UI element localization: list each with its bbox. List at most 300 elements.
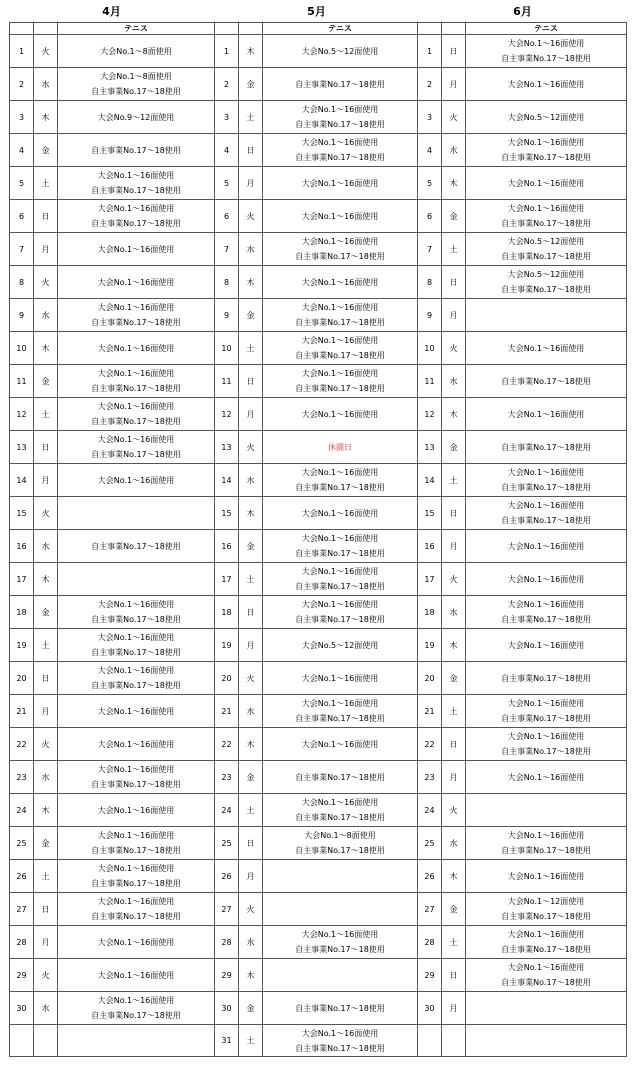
- event-line: 自主事業No.17～18使用: [91, 1011, 181, 1020]
- weekday-cell: 土: [34, 629, 58, 662]
- event-cell: [263, 794, 418, 827]
- event-line: 自主事業No.17～18使用: [91, 219, 181, 228]
- event-cell: [58, 563, 215, 596]
- weekday-cell: 木: [239, 497, 263, 530]
- day-number-cell: 16: [10, 530, 34, 563]
- event-cell: [466, 728, 627, 761]
- event-cell: [58, 299, 215, 332]
- month-titles: [0, 0, 633, 22]
- event-cell: [466, 926, 627, 959]
- event-line: 大会No.1～16面使用: [507, 930, 585, 939]
- event-line: 大会No.1～16面使用: [97, 937, 175, 947]
- event-line: 自主事業No.17～18使用: [91, 417, 181, 426]
- day-number-cell: 29: [418, 959, 442, 992]
- event-cell: [58, 167, 215, 200]
- weekday-cell: 日: [239, 365, 263, 398]
- day-number-cell: 4: [10, 134, 34, 167]
- table-row: [10, 992, 627, 1025]
- weekday-cell: 金: [34, 134, 58, 167]
- event-line: 自主事業No.17～18使用: [501, 615, 591, 624]
- weekday-cell: 金: [239, 299, 263, 332]
- weekday-cell: 日: [34, 200, 58, 233]
- event-line: 大会No.1～16面使用: [507, 204, 585, 213]
- event-cell: [58, 959, 215, 992]
- event-line: 自主事業No.17～18使用: [501, 516, 591, 525]
- weekday-cell: 木: [239, 959, 263, 992]
- event-cell: [58, 596, 215, 629]
- event-cell: [263, 68, 418, 101]
- weekday-cell: 土: [442, 233, 466, 266]
- event-line: 自主事業No.17～18使用: [91, 145, 181, 155]
- table-row: [10, 596, 627, 629]
- weekday-cell: 月: [442, 992, 466, 1025]
- weekday-cell: 木: [239, 728, 263, 761]
- event-line: 大会No.1～16面使用: [97, 343, 175, 353]
- weekday-cell: 金: [442, 662, 466, 695]
- day-number-cell: 14: [10, 464, 34, 497]
- event-cell: [263, 530, 418, 563]
- event-cell: [466, 827, 627, 860]
- day-number-cell: 24: [418, 794, 442, 827]
- weekday-cell: 火: [442, 101, 466, 134]
- event-cell: [58, 992, 215, 1025]
- event-cell: [466, 794, 627, 827]
- table-row: [10, 629, 627, 662]
- day-number-cell: 19: [418, 629, 442, 662]
- event-cell: [263, 365, 418, 398]
- table-row: [10, 695, 627, 728]
- event-cell: [58, 728, 215, 761]
- event-line: 大会No.1～16面使用: [97, 633, 175, 642]
- event-line: 自主事業No.17～18使用: [501, 978, 591, 987]
- weekday-cell: 日: [239, 134, 263, 167]
- day-number-cell: 8: [215, 266, 239, 299]
- event-line: 大会No.1～16面使用: [301, 211, 379, 221]
- event-line: 自主事業No.17～18使用: [295, 772, 385, 782]
- event-cell: [58, 68, 215, 101]
- event-line: 大会No.1～16面使用: [507, 39, 585, 48]
- event-line: 大会No.1～16面使用: [301, 277, 379, 287]
- event-line: 自主事業No.17～18使用: [91, 648, 181, 657]
- event-cell: [466, 992, 627, 1025]
- day-number-cell: 26: [215, 860, 239, 893]
- event-line: 大会No.1～16面使用: [507, 138, 585, 147]
- day-number-cell: 7: [418, 233, 442, 266]
- event-cell: [58, 35, 215, 68]
- weekday-cell: 木: [442, 398, 466, 431]
- table-row: [10, 497, 627, 530]
- day-number-cell: 21: [10, 695, 34, 728]
- event-line: 大会No.1～16面使用: [507, 732, 585, 741]
- weekday-cell: 火: [34, 266, 58, 299]
- day-number-cell: 8: [10, 266, 34, 299]
- weekday-cell: 金: [239, 761, 263, 794]
- event-cell: [466, 695, 627, 728]
- event-line: 大会No.1～16面使用: [507, 772, 585, 782]
- table-row: [10, 299, 627, 332]
- weekday-cell: 月: [239, 167, 263, 200]
- event-cell: [58, 398, 215, 431]
- event-line: 大会No.1～16面使用: [507, 600, 585, 609]
- event-cell: [58, 233, 215, 266]
- event-cell: [466, 596, 627, 629]
- day-number-cell: 25: [418, 827, 442, 860]
- day-number-cell: 5: [10, 167, 34, 200]
- day-number-cell: 5: [418, 167, 442, 200]
- day-number-cell: 24: [10, 794, 34, 827]
- weekday-cell: 火: [239, 431, 263, 464]
- event-line: 大会No.1～16面使用: [97, 739, 175, 749]
- event-line: 大会No.1～16面使用: [301, 739, 379, 749]
- weekday-cell: 水: [442, 134, 466, 167]
- event-line: 大会No.1～16面使用: [97, 435, 175, 444]
- event-line: 大会No.1～16面使用: [301, 409, 379, 419]
- weekday-cell: 土: [239, 332, 263, 365]
- event-line: 大会No.1～16面使用: [301, 930, 379, 939]
- day-number-cell: 2: [10, 68, 34, 101]
- event-line: 自主事業No.17～18使用: [295, 384, 385, 393]
- weekday-cell: 水: [442, 596, 466, 629]
- event-cell: [58, 629, 215, 662]
- event-line: 自主事業No.17～18使用: [501, 483, 591, 492]
- header-weekday-cell: [442, 23, 466, 35]
- weekday-cell: 水: [34, 761, 58, 794]
- event-line: 大会No.1～16面使用: [97, 897, 175, 906]
- day-number-cell: 8: [418, 266, 442, 299]
- event-cell: [58, 266, 215, 299]
- weekday-cell: 水: [239, 464, 263, 497]
- weekday-cell: 金: [239, 992, 263, 1025]
- day-number-cell: 30: [215, 992, 239, 1025]
- weekday-cell: 月: [442, 299, 466, 332]
- event-cell: [58, 365, 215, 398]
- day-number-cell: 22: [215, 728, 239, 761]
- weekday-cell: 日: [442, 35, 466, 68]
- event-line: 自主事業No.17～18使用: [501, 747, 591, 756]
- table-row: [10, 233, 627, 266]
- event-cell: [466, 530, 627, 563]
- event-cell: [466, 860, 627, 893]
- day-number-cell: 23: [10, 761, 34, 794]
- event-line: 自主事業No.17～18使用: [501, 285, 591, 294]
- table-row: [10, 332, 627, 365]
- event-line: 大会No.1～16面使用: [507, 79, 585, 89]
- day-number-cell: 4: [215, 134, 239, 167]
- weekday-cell: 木: [34, 563, 58, 596]
- event-line: 大会No.1～8面使用: [304, 831, 376, 840]
- event-line: 自主事業No.17～18使用: [295, 120, 385, 129]
- weekday-cell: 土: [34, 860, 58, 893]
- weekday-cell: 月: [442, 530, 466, 563]
- weekday-cell: [34, 1025, 58, 1057]
- day-number-cell: 28: [215, 926, 239, 959]
- event-line: 自主事業No.17～18使用: [295, 351, 385, 360]
- table-row: [10, 101, 627, 134]
- day-number-cell: 15: [215, 497, 239, 530]
- table-row: [10, 728, 627, 761]
- event-line: 大会No.1～16面使用: [97, 864, 175, 873]
- day-number-cell: 7: [10, 233, 34, 266]
- event-line: 自主事業No.17～18使用: [91, 615, 181, 624]
- weekday-cell: 日: [34, 662, 58, 695]
- event-line: 自主事業No.17～18使用: [295, 1003, 385, 1013]
- weekday-cell: 月: [239, 860, 263, 893]
- event-cell: [263, 893, 418, 926]
- table-row: [10, 35, 627, 68]
- weekday-cell: 月: [239, 629, 263, 662]
- weekday-cell: 土: [442, 926, 466, 959]
- header-activity-june: テニス: [466, 23, 627, 35]
- event-line: 大会No.1～16面使用: [97, 303, 175, 312]
- event-line: 自主事業No.17～18使用: [91, 87, 181, 96]
- event-line: 自主事業No.17～18使用: [295, 549, 385, 558]
- event-line: 大会No.1～16面使用: [507, 178, 585, 188]
- event-cell: [466, 167, 627, 200]
- event-cell: [263, 629, 418, 662]
- table-row: [10, 365, 627, 398]
- event-line: 大会No.1～16面使用: [97, 706, 175, 716]
- table-row: [10, 959, 627, 992]
- weekday-cell: 金: [34, 365, 58, 398]
- event-line: 自主事業No.17～18使用: [91, 186, 181, 195]
- event-line: 大会No.1～16面使用: [301, 699, 379, 708]
- weekday-cell: 月: [442, 68, 466, 101]
- event-cell: [466, 233, 627, 266]
- day-number-cell: 26: [10, 860, 34, 893]
- event-cell: [263, 761, 418, 794]
- weekday-cell: [442, 1025, 466, 1057]
- weekday-cell: 木: [239, 266, 263, 299]
- event-line: 自主事業No.17～18使用: [295, 615, 385, 624]
- event-cell: [263, 200, 418, 233]
- event-line: 大会No.1～16面使用: [507, 501, 585, 510]
- event-line: 大会No.5～12面使用: [507, 270, 585, 279]
- weekday-cell: 日: [442, 497, 466, 530]
- day-number-cell: 12: [418, 398, 442, 431]
- weekday-cell: 火: [239, 662, 263, 695]
- event-cell: [466, 332, 627, 365]
- weekday-cell: 土: [239, 101, 263, 134]
- day-number-cell: 27: [10, 893, 34, 926]
- day-number-cell: 10: [418, 332, 442, 365]
- event-line: 自主事業No.17～18使用: [501, 219, 591, 228]
- event-line: 自主事業No.17～18使用: [501, 153, 591, 162]
- day-number-cell: 14: [418, 464, 442, 497]
- event-cell: [466, 200, 627, 233]
- event-line: 自主事業No.17～18使用: [501, 945, 591, 954]
- weekday-cell: 木: [442, 167, 466, 200]
- day-number-cell: 21: [215, 695, 239, 728]
- event-cell: [466, 464, 627, 497]
- header-day-cell: [418, 23, 442, 35]
- event-line: 大会No.1～16面使用: [301, 798, 379, 807]
- table-row: [10, 794, 627, 827]
- event-line: 自主事業No.17～18使用: [295, 1043, 385, 1053]
- event-line: 大会No.1～16面使用: [97, 996, 175, 1005]
- table-row: [10, 431, 627, 464]
- weekday-cell: 木: [442, 629, 466, 662]
- event-cell: [58, 464, 215, 497]
- event-cell: [263, 35, 418, 68]
- event-cell: [466, 497, 627, 530]
- table-row: [10, 167, 627, 200]
- event-line: 大会No.1～16面使用: [507, 541, 585, 551]
- event-cell: [263, 167, 418, 200]
- event-cell: [263, 926, 418, 959]
- weekday-cell: 日: [34, 893, 58, 926]
- day-number-cell: 28: [10, 926, 34, 959]
- table-row: [10, 1025, 627, 1057]
- day-number-cell: 4: [418, 134, 442, 167]
- event-cell: [263, 101, 418, 134]
- day-number-cell: 15: [10, 497, 34, 530]
- day-number-cell: 13: [10, 431, 34, 464]
- day-number-cell: 28: [418, 926, 442, 959]
- table-row: [10, 464, 627, 497]
- event-line: 大会No.1～16面使用: [507, 640, 585, 650]
- weekday-cell: 土: [239, 794, 263, 827]
- event-line: 大会No.1～16面使用: [507, 871, 585, 881]
- event-line: 大会No.5～12面使用: [507, 112, 585, 122]
- day-number-cell: 11: [10, 365, 34, 398]
- header-day-cell: [215, 23, 239, 35]
- weekday-cell: 火: [442, 563, 466, 596]
- day-number-cell: 14: [215, 464, 239, 497]
- event-cell: [58, 431, 215, 464]
- event-cell: [58, 926, 215, 959]
- event-line: 大会No.1～16面使用: [507, 831, 585, 840]
- event-cell: [263, 959, 418, 992]
- weekday-cell: 火: [34, 728, 58, 761]
- weekday-cell: 水: [34, 530, 58, 563]
- day-number-cell: 1: [10, 35, 34, 68]
- event-line: 大会No.1～16面使用: [97, 244, 175, 254]
- event-line: 自主事業No.17～18使用: [91, 846, 181, 855]
- day-number-cell: 12: [215, 398, 239, 431]
- event-line: 大会No.1～16面使用: [301, 534, 379, 543]
- day-number-cell: 9: [418, 299, 442, 332]
- event-line: 大会No.1～16面使用: [97, 805, 175, 815]
- event-line: 自主事業No.17～18使用: [91, 879, 181, 888]
- day-number-cell: 17: [10, 563, 34, 596]
- event-cell: [263, 827, 418, 860]
- table-row: [10, 893, 627, 926]
- weekday-cell: 日: [442, 728, 466, 761]
- day-number-cell: 3: [10, 101, 34, 134]
- day-number-cell: 9: [215, 299, 239, 332]
- event-line: 大会No.1～16面使用: [301, 178, 379, 188]
- day-number-cell: 3: [418, 101, 442, 134]
- weekday-cell: 土: [442, 695, 466, 728]
- event-cell: [263, 497, 418, 530]
- event-cell: [466, 662, 627, 695]
- weekday-cell: 水: [442, 365, 466, 398]
- event-line: 大会No.1～16面使用: [301, 1028, 379, 1038]
- weekday-cell: 水: [442, 827, 466, 860]
- event-line: 自主事業No.17～18使用: [91, 681, 181, 690]
- day-number-cell: 17: [418, 563, 442, 596]
- event-line: 大会No.9～12面使用: [97, 112, 175, 122]
- event-line: 自主事業No.17～18使用: [295, 79, 385, 89]
- event-line: 自主事業No.17～18使用: [295, 813, 385, 822]
- event-line: 自主事業No.17～18使用: [295, 153, 385, 162]
- event-line: 大会No.1～16面使用: [301, 237, 379, 246]
- event-line: 大会No.5～12面使用: [507, 237, 585, 246]
- weekday-cell: 土: [34, 167, 58, 200]
- event-line: 自主事業No.17～18使用: [501, 912, 591, 921]
- event-line: 大会No.1～16面使用: [507, 409, 585, 419]
- weekday-cell: 金: [442, 431, 466, 464]
- event-cell: [58, 662, 215, 695]
- day-number-cell: 6: [418, 200, 442, 233]
- day-number-cell: 21: [418, 695, 442, 728]
- event-cell: [58, 761, 215, 794]
- event-line: 自主事業No.17～18使用: [295, 483, 385, 492]
- day-number-cell: 30: [418, 992, 442, 1025]
- event-cell: [263, 695, 418, 728]
- weekday-cell: 金: [442, 200, 466, 233]
- table-row: [10, 134, 627, 167]
- day-number-cell: 16: [215, 530, 239, 563]
- weekday-cell: 日: [239, 827, 263, 860]
- event-line: 大会No.1～16面使用: [97, 402, 175, 411]
- day-number-cell: 9: [10, 299, 34, 332]
- event-cell: [466, 398, 627, 431]
- table-row: [10, 926, 627, 959]
- event-line: 大会No.1～16面使用: [97, 475, 175, 485]
- table-row: [10, 563, 627, 596]
- weekday-cell: 金: [34, 827, 58, 860]
- weekday-cell: 火: [34, 35, 58, 68]
- table-row: [10, 761, 627, 794]
- table-row: [10, 827, 627, 860]
- event-cell: [466, 68, 627, 101]
- weekday-cell: 水: [34, 992, 58, 1025]
- event-cell: [466, 959, 627, 992]
- day-number-cell: 2: [418, 68, 442, 101]
- day-number-cell: 1: [215, 35, 239, 68]
- event-cell: [58, 794, 215, 827]
- event-line: 大会No.1～16面使用: [301, 567, 379, 576]
- day-number-cell: 20: [215, 662, 239, 695]
- event-line: 自主事業No.17～18使用: [295, 945, 385, 954]
- event-line: 大会No.1～16面使用: [97, 666, 175, 675]
- header-activity-may: テニス: [263, 23, 418, 35]
- event-cell: [466, 35, 627, 68]
- weekday-cell: 土: [34, 398, 58, 431]
- event-line: 大会No.1～16面使用: [507, 468, 585, 477]
- event-line: 大会No.1～16面使用: [97, 277, 175, 287]
- event-line: 大会No.1～16面使用: [301, 336, 379, 345]
- day-number-cell: 30: [10, 992, 34, 1025]
- event-line: 自主事業No.17～18使用: [295, 252, 385, 261]
- event-cell: [466, 1025, 627, 1057]
- weekday-cell: 水: [239, 233, 263, 266]
- weekday-cell: 水: [34, 68, 58, 101]
- event-cell: [58, 101, 215, 134]
- event-line: 自主事業No.17～18使用: [501, 714, 591, 723]
- event-line: 自主事業No.17～18使用: [295, 714, 385, 723]
- weekday-cell: 月: [34, 233, 58, 266]
- event-cell: [263, 992, 418, 1025]
- event-cell: [466, 563, 627, 596]
- event-line: 大会No.1～16面使用: [301, 468, 379, 477]
- table-row: [10, 266, 627, 299]
- event-cell: [58, 1025, 215, 1057]
- event-cell: [58, 695, 215, 728]
- event-line: 大会No.1～16面使用: [97, 171, 175, 180]
- event-cell: [263, 299, 418, 332]
